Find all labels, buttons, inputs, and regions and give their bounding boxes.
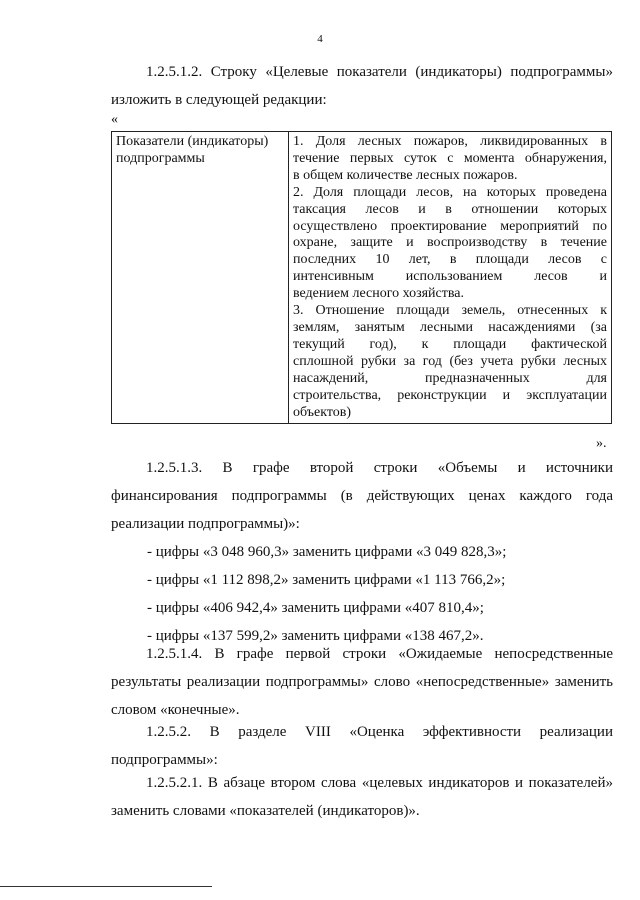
cell-line: объектов) bbox=[293, 404, 352, 420]
cell-line: последних 10 лет, в площади лесов с bbox=[293, 252, 607, 268]
cell-line: ведением лесного хозяйства. bbox=[293, 286, 465, 302]
cell-line: подпрограммы bbox=[116, 150, 205, 166]
paragraph-line: словом «конечные». bbox=[111, 702, 240, 718]
cell-line: 2. Доля площади лесов, на которых проведена bbox=[293, 184, 607, 200]
cell-line: насаждений, предназначенных для bbox=[293, 370, 607, 386]
paragraph-line: финансирования подпрограммы (в действующих ценах каждого года bbox=[111, 488, 613, 504]
paragraph-line: 1.2.5.2.1. В абзаце втором слова «целевых индикаторов и показателей» bbox=[146, 775, 613, 791]
paragraph-1-2-5-1-2 bbox=[111, 58, 613, 114]
paragraph-line: 1.2.5.1.3. В графе второй строки «Объемы и источники bbox=[146, 460, 613, 476]
cell-line: 1. Доля лесных пожаров, ликвидированных в bbox=[293, 134, 607, 149]
list-item: - цифры «3 048 960,3» заменить цифрами «3 049 828,3»; bbox=[147, 544, 507, 560]
opening-quote: « bbox=[111, 112, 118, 127]
indicators-table bbox=[111, 131, 612, 424]
cell-line: осуществлено проектирование мероприятий по bbox=[293, 218, 607, 234]
closing-quote: ». bbox=[596, 436, 607, 451]
paragraph-line: результаты реализации подпрограммы» слово «непосредственные» заменить bbox=[111, 674, 613, 690]
paragraph-1-2-5-2 bbox=[111, 718, 613, 774]
cell-line: Показатели (индикаторы) bbox=[116, 134, 269, 149]
paragraph-line: 1.2.5.1.4. В графе первой строки «Ожидаемые непосредственные bbox=[146, 646, 613, 662]
table-row bbox=[112, 132, 612, 424]
list-item: - цифры «137 599,2» заменить цифрами «138 467,2». bbox=[147, 628, 484, 644]
cell-line: 3. Отношение площади земель, отнесенных к bbox=[293, 303, 607, 319]
paragraph-line: реализации подпрограммы)»: bbox=[111, 516, 300, 532]
paragraph-line: заменить словами «показателей (индикаторов)». bbox=[111, 803, 420, 819]
indicator-value-cell bbox=[289, 132, 612, 424]
cell-line: охране, защите и воспроизводству в течение bbox=[293, 235, 607, 251]
paragraph-1-2-5-1-4 bbox=[111, 640, 613, 724]
paragraph-1-2-5-1-3 bbox=[111, 454, 613, 650]
cell-line: течение первых суток с момента обнаружения, bbox=[293, 150, 607, 166]
cell-line: сплошной рубки за год (без учета рубки лесных bbox=[293, 353, 607, 369]
paragraph-1-2-5-2-1 bbox=[111, 769, 613, 825]
cell-line: интенсивным использованием лесов и bbox=[293, 269, 607, 285]
paragraph-line: изложить в следующей редакции: bbox=[111, 92, 327, 108]
page-number: 4 bbox=[317, 33, 323, 45]
list-item: - цифры «406 942,4» заменить цифрами «407 810,4»; bbox=[147, 600, 484, 616]
paragraph-line: подпрограммы»: bbox=[111, 752, 218, 768]
list-item: - цифры «1 112 898,2» заменить цифрами «1 113 766,2»; bbox=[147, 572, 506, 588]
indicator-label-cell bbox=[112, 132, 289, 424]
cell-line: землям, занятым лесными насаждениями (за bbox=[293, 319, 607, 335]
paragraph-line: 1.2.5.2. В разделе VIII «Оценка эффективности реализации bbox=[146, 724, 613, 740]
cell-line: в общем количестве лесных пожаров. bbox=[293, 167, 518, 183]
footer-rule bbox=[0, 886, 212, 887]
cell-line: текущий год), к площади фактической bbox=[293, 336, 607, 352]
cell-line: строительства, реконструкции и эксплуатации bbox=[293, 387, 607, 403]
cell-line: таксация лесов и в отношении которых bbox=[293, 201, 607, 217]
paragraph-line: 1.2.5.1.2. Строку «Целевые показатели (индикаторы) подпрограммы» bbox=[146, 64, 613, 80]
